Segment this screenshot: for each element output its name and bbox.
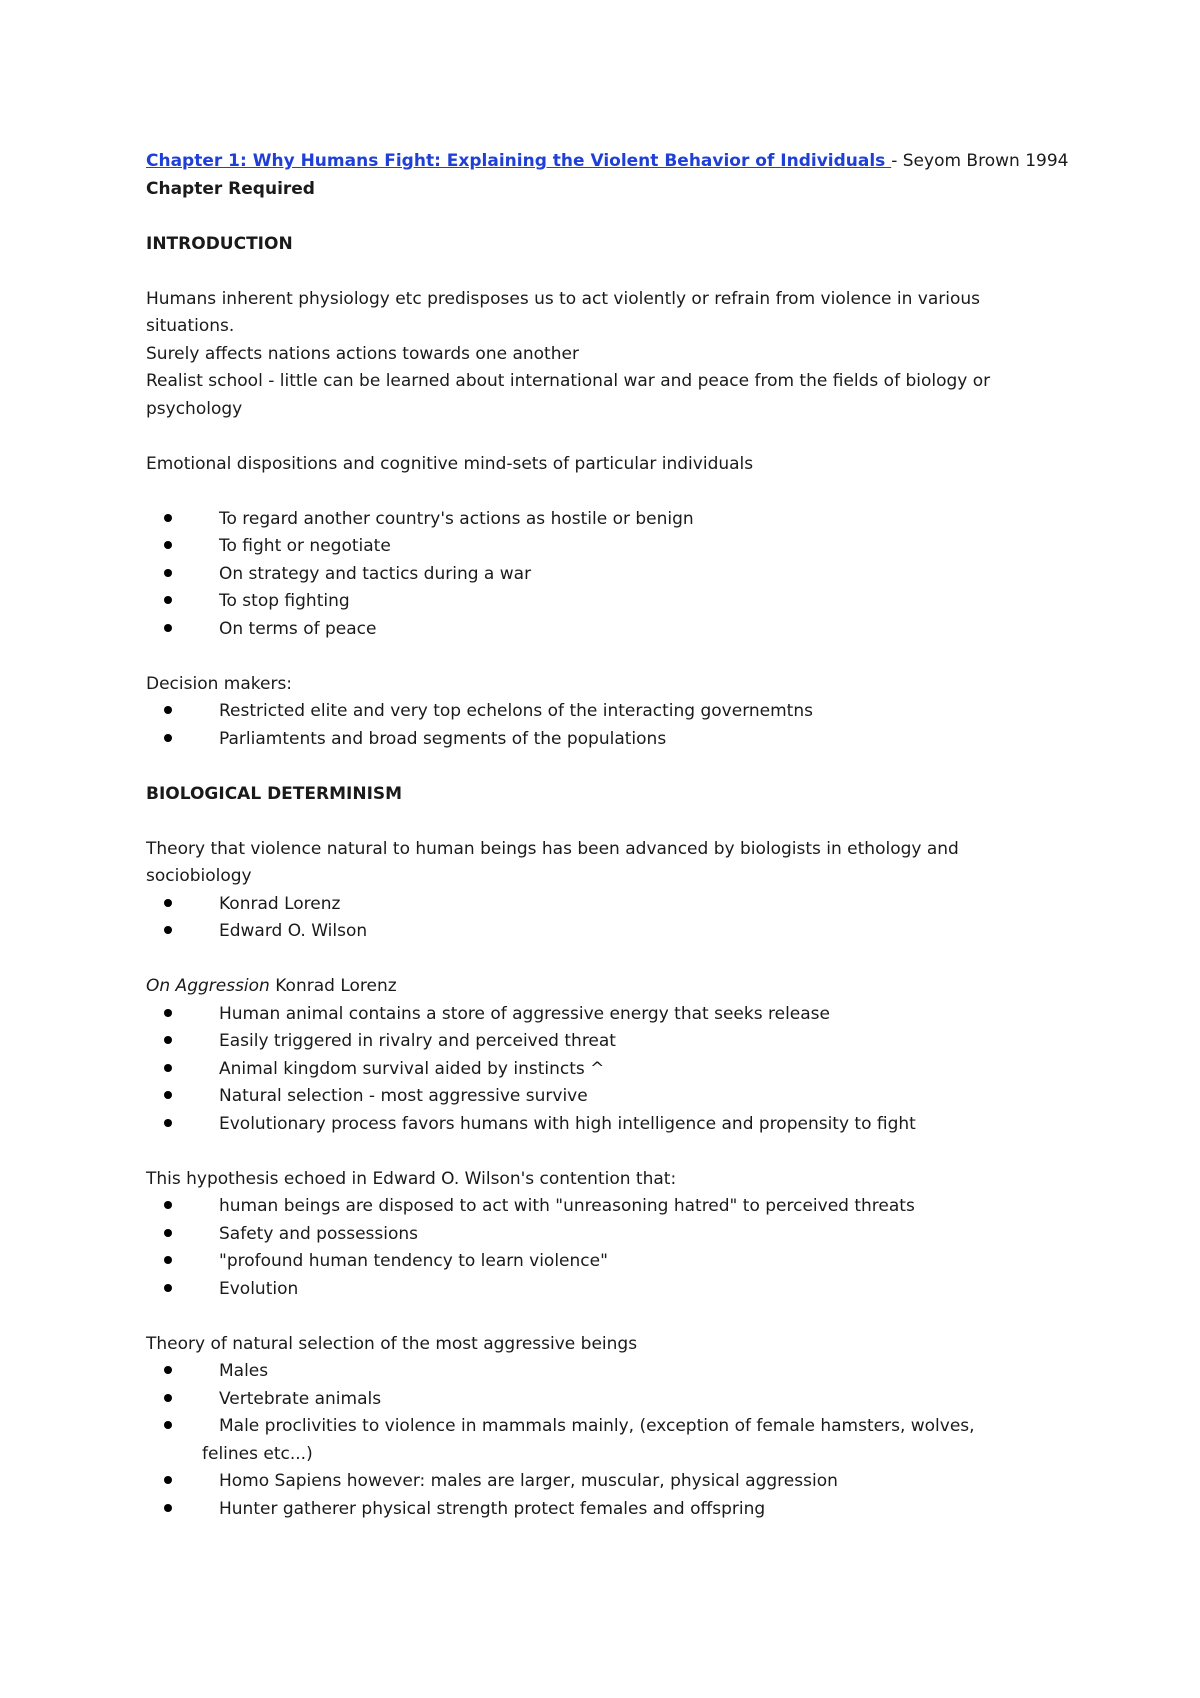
list-item: On terms of peace: [146, 616, 1066, 644]
list-item: Edward O. Wilson: [146, 918, 1066, 946]
bullet-icon: [164, 734, 172, 742]
paragraph: Surely affects nations actions towards one another: [146, 343, 579, 364]
bullet-icon: [164, 1256, 172, 1264]
chapter-required: Chapter Required: [146, 178, 315, 199]
paragraph: Emotional dispositions and cognitive mind-sets of particular individuals: [146, 453, 754, 474]
bullet-icon: [164, 1366, 172, 1374]
bullet-icon: [164, 1284, 172, 1292]
bullet-icon: [164, 1201, 172, 1209]
list-item: Animal kingdom survival aided by instincts ^: [146, 1056, 1066, 1084]
book-title: On Aggression: [146, 976, 270, 996]
decision-makers-label: Decision makers:: [146, 673, 293, 694]
list-item: Restricted elite and very top echelons of the interacting governemtns: [146, 698, 1066, 726]
bullet-icon: [164, 1421, 172, 1429]
list-item: To stop fighting: [146, 588, 1066, 616]
bullet-icon: [164, 1009, 172, 1017]
bullet-icon: [164, 1091, 172, 1099]
list-item: human beings are disposed to act with "unreasoning hatred" to perceived threats: [146, 1193, 1066, 1221]
paragraph: Theory of natural selection of the most aggressive beings: [146, 1333, 638, 1354]
list-item: Evolution: [146, 1276, 1066, 1304]
bullet-icon: [164, 596, 172, 604]
bullet-icon: [164, 541, 172, 549]
book-author: Konrad Lorenz: [269, 976, 397, 996]
list-item: Vertebrate animals: [146, 1386, 1066, 1414]
bullet-icon: [164, 1036, 172, 1044]
bullet-list: [146, 698, 1066, 753]
bullet-icon: [164, 899, 172, 907]
list-item: Males: [146, 1358, 1066, 1386]
paragraph: sociobiology: [146, 866, 252, 886]
bullet-icon: [164, 1229, 172, 1237]
paragraph: Humans inherent physiology etc predisposes us to act violently or refrain from violence in various: [146, 288, 981, 309]
bullet-icon: [164, 1394, 172, 1402]
list-item: To regard another country's actions as hostile or benign: [146, 506, 1066, 534]
on-aggression-heading: [146, 973, 1066, 1001]
list-item: Homo Sapiens however: males are larger, muscular, physical aggression: [146, 1468, 1066, 1496]
bullet-icon: [164, 1119, 172, 1127]
bullet-icon: [164, 1476, 172, 1484]
list-item: To fight or negotiate: [146, 533, 1066, 561]
list-item: Konrad Lorenz: [146, 891, 1066, 919]
list-item: Parliamtents and broad segments of the populations: [146, 726, 1066, 754]
chapter-header: [146, 148, 1069, 176]
paragraph: Realist school - little can be learned about international war and peace from the fields of biology or: [146, 371, 991, 391]
bullet-list: [146, 891, 1066, 946]
list-item: On strategy and tactics during a war: [146, 561, 1066, 589]
paragraph: situations.: [146, 316, 235, 336]
bullet-list: [146, 1193, 1066, 1303]
bullet-list: [146, 1358, 1066, 1523]
paragraph: psychology: [146, 398, 243, 419]
chapter-author: - Seyom Brown 1994: [891, 151, 1069, 171]
paragraph: This hypothesis echoed in Edward O. Wilson's contention that:: [146, 1168, 677, 1189]
paragraph: Theory that violence natural to human beings has been advanced by biologists in ethology and: [146, 838, 959, 859]
list-item: Easily triggered in rivalry and perceived threat: [146, 1028, 1066, 1056]
bullet-icon: [164, 926, 172, 934]
list-item: Human animal contains a store of aggressive energy that seeks release: [146, 1001, 1066, 1029]
list-item: Natural selection - most aggressive survive: [146, 1083, 1066, 1111]
list-item: Male proclivities to violence in mammals mainly, (exception of female hamsters, wolves,: [146, 1413, 1066, 1441]
bullet-icon: [164, 514, 172, 522]
list-item-continuation: felines etc...): [202, 1443, 313, 1464]
bullet-icon: [164, 569, 172, 577]
list-item: Hunter gatherer physical strength protect females and offspring: [146, 1496, 1066, 1524]
section-heading-biological-determinism: BIOLOGICAL DETERMINISM: [146, 783, 403, 804]
bullet-icon: [164, 1504, 172, 1512]
bullet-icon: [164, 706, 172, 714]
bullet-icon: [164, 624, 172, 632]
document-body: [146, 148, 1069, 1523]
section-heading-introduction: INTRODUCTION: [146, 233, 293, 254]
list-item: Evolutionary process favors humans with high intelligence and propensity to fight: [146, 1111, 1066, 1139]
chapter-link[interactable]: Chapter 1: Why Humans Fight: Explaining the Violent Behavior of Individuals: [146, 151, 892, 171]
bullet-icon: [164, 1064, 172, 1072]
list-item: "profound human tendency to learn violence": [146, 1248, 1066, 1276]
bullet-list: [146, 506, 1066, 644]
bullet-list: [146, 1001, 1066, 1139]
list-item: Safety and possessions: [146, 1221, 1066, 1249]
